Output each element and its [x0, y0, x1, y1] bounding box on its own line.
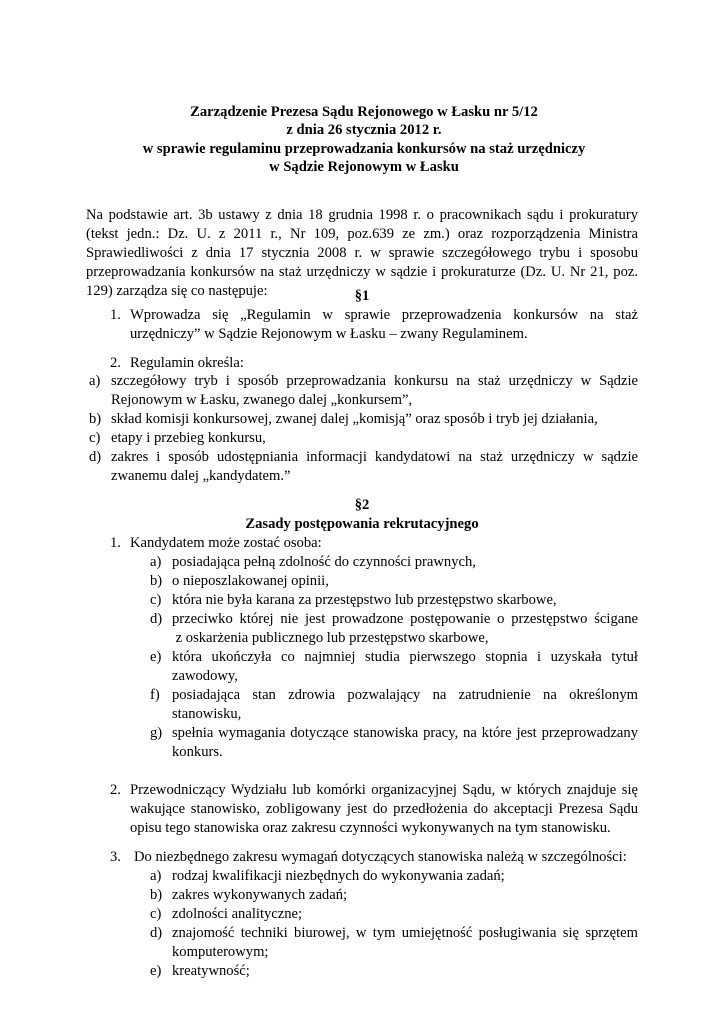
list-line: znajomość techniki biurowej, w tym umiejętność posługiwania się sprzętem — [172, 925, 638, 941]
title-line-4: w Sądzie Rejonowym w Łasku — [269, 159, 459, 176]
list-label: b) — [150, 573, 163, 589]
list-line: kreatywność; — [172, 963, 250, 979]
list-label: c) — [150, 592, 162, 608]
title-line-3: w sprawie regulaminu przeprowadzania konkursów na staż urzędniczy — [142, 140, 586, 157]
list-line: z oskarżenia publicznego lub przestępstwo skarbowe, — [172, 630, 489, 646]
list-line: o nieposzlakowanej opinii, — [172, 573, 329, 589]
list-label: d) — [150, 925, 163, 941]
list-label: d) — [150, 611, 163, 627]
list-line: posiadająca stan zdrowia pozwalający na zatrudnienie na określonym — [172, 687, 638, 703]
list-line: która ukończyła co najmniej studia pierwszego stopnia i uzyskała tytuł — [172, 649, 638, 665]
list-label: d) — [89, 449, 102, 465]
list-label: b) — [89, 411, 102, 427]
point-number: 1. — [110, 535, 121, 551]
list-line: która nie była karana za przestępstwo lub przestępstwo skarbowe, — [172, 592, 557, 608]
list-line: zdolności analityczne; — [172, 906, 303, 922]
list-label: a) — [89, 373, 101, 389]
list-line: stanowisku, — [172, 706, 242, 722]
list-label: g) — [150, 725, 163, 741]
list-line: zakres i sposób udostępniania informacji kandydatowi na staż urzędniczy w sądzie — [111, 449, 638, 465]
point-line: urzędniczy” w Sądzie Rejonowym w Łasku – zwany Regulaminem. — [130, 326, 528, 342]
point-line: Kandydatem może zostać osoba: — [130, 535, 322, 551]
list-label: f) — [150, 687, 160, 703]
list-label: e) — [150, 963, 162, 979]
point-number: 2. — [110, 355, 121, 371]
point-line: Wprowadza się „Regulamin w sprawie przeprowadzenia konkursów na staż — [130, 307, 638, 323]
list-line: zwanemu dalej „kandydatem.” — [111, 468, 291, 484]
point-line: Do niezbędnego zakresu wymagań dotyczących stanowiska należą w szczególności: — [134, 849, 627, 865]
list-line: spełnia wymagania dotyczące stanowiska pracy, na które jest przeprowadzany — [172, 725, 638, 741]
list-label: b) — [150, 887, 163, 903]
point-line: Regulamin określa: — [130, 355, 244, 371]
list-line: Rejonowym w Łasku, zwanego dalej „konkursem”, — [111, 392, 413, 408]
intro-line: Na podstawie art. 3b ustawy z dnia 18 grudnia 1998 r. o pracownikach sądu i prokuratury — [86, 207, 638, 223]
intro-line: przeprowadzania konkursów na staż urzędniczy w sądzie i prokuraturze (Dz. U. Nr 21, poz. — [86, 264, 638, 280]
section-2-subheading: Zasady postępowania rekrutacyjnego — [245, 516, 479, 532]
list-label: e) — [150, 649, 162, 665]
list-line: posiadająca pełną zdolność do czynności prawnych, — [172, 554, 476, 570]
list-line: konkurs. — [172, 744, 223, 760]
document-title — [86, 103, 642, 177]
intro-line: 129) zarządza się co następuje: — [86, 283, 268, 299]
point-line: Przewodniczący Wydziału lub komórki organizacyjnej Sądu, w których znajduje się — [130, 782, 638, 798]
list-label: c) — [89, 430, 101, 446]
list-line: szczegółowy tryb i sposób przeprowadzania konkursu na staż urzędniczy w Sądzie — [111, 373, 638, 389]
point-number: 2. — [110, 782, 121, 798]
point-number: 1. — [110, 307, 121, 323]
list-label: c) — [150, 906, 162, 922]
list-label: a) — [150, 868, 162, 884]
title-line-1: Zarządzenie Prezesa Sądu Rejonowego w Łasku nr 5/12 — [190, 104, 538, 120]
point-number: 3. — [110, 849, 121, 865]
list-line: zawodowy, — [172, 668, 238, 684]
section-2-heading: §2 — [354, 497, 370, 513]
point-line: opisu tego stanowiska oraz zakresu czynności wykonywanych na tym stanowisku. — [130, 820, 611, 836]
list-line: skład komisji konkursowej, zwanej dalej „komisją” oraz sposób i tryb jej działania, — [111, 411, 598, 427]
list-line: zakres wykonywanych zadań; — [172, 887, 348, 903]
list-line: rodzaj kwalifikacji niezbędnych do wykonywania zadań; — [172, 868, 505, 884]
list-line: przeciwko której nie jest prowadzone postępowanie o przestępstwo ścigane — [172, 611, 638, 627]
point-line: wakujące stanowisko, zobligowany jest do przedłożenia do akceptacji Prezesa Sądu — [130, 801, 638, 817]
intro-line: (tekst jedn.: Dz. U. z 2011 r., Nr 109, poz.639 ze zm.) oraz rozporządzenia Ministra — [86, 226, 638, 242]
list-line: komputerowym; — [172, 944, 269, 960]
intro-line: Sprawiedliwości z dnia 17 stycznia 2008 r. w sprawie szczegółowego trybu i sposobu — [86, 245, 638, 261]
list-line: etapy i przebieg konkursu, — [111, 430, 266, 446]
section-1-heading: §1 — [354, 288, 370, 304]
list-label: a) — [150, 554, 162, 570]
title-line-2: z dnia 26 stycznia 2012 r. — [286, 122, 442, 139]
